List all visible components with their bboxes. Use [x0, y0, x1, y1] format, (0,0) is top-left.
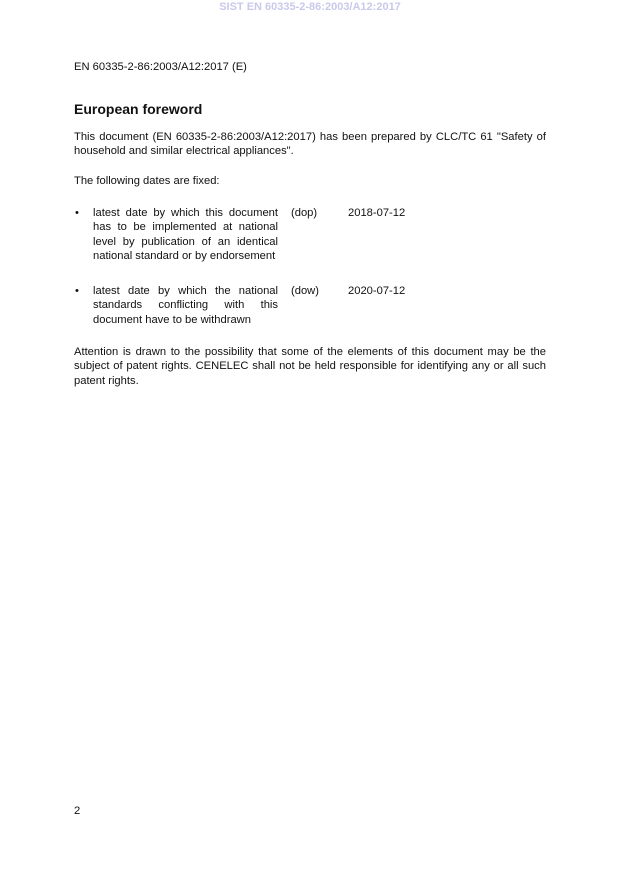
- section-title: European foreword: [74, 101, 203, 117]
- date-description: latest date by which the national standards conflicting with this document have to be withdrawn: [93, 285, 278, 326]
- document-header: EN 60335-2-86:2003/A12:2017 (E): [74, 61, 247, 73]
- date-value: 2018-07-12: [348, 207, 406, 219]
- bullet: •: [75, 285, 79, 297]
- watermark: SIST EN 60335-2-86:2003/A12:2017: [219, 1, 401, 13]
- date-abbreviation: (dop): [291, 207, 318, 219]
- date-value: 2020-07-12: [348, 285, 406, 297]
- dates-intro: The following dates are fixed:: [74, 175, 220, 187]
- bullet: •: [75, 207, 79, 219]
- intro-paragraph: This document (EN 60335-2-86:2003/A12:2017) has been prepared by CLC/TC 61 "Safety of household and similar electrical appliances".: [74, 131, 546, 158]
- page-number: 2: [74, 805, 81, 817]
- attention-paragraph: Attention is drawn to the possibility that some of the elements of this document may be the subject of patent rights. CENELEC shall not be held responsible for identifying any or all such patent rights.: [74, 346, 546, 387]
- date-abbreviation: (dow): [291, 285, 319, 297]
- date-description: latest date by which this document has to be implemented at national level by publication of an identical national standard or by endorsement: [93, 207, 278, 263]
